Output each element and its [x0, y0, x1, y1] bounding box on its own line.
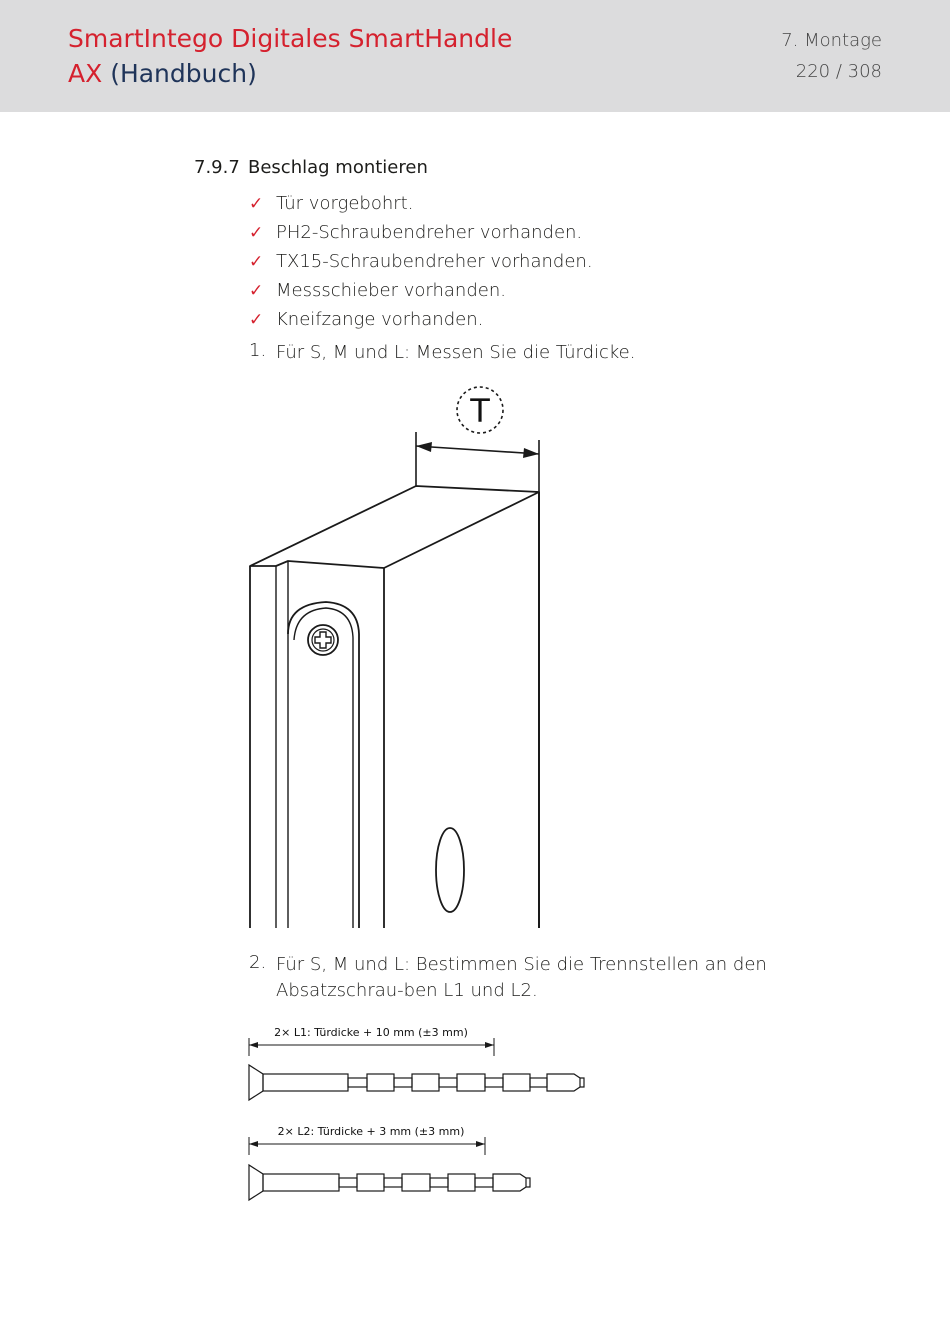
document-type: (Handbuch)	[110, 59, 257, 88]
document-title: SmartIntego Digitales SmartHandle	[68, 24, 513, 53]
list-item: ✓ TX15-Schraubendreher vorhanden.	[249, 251, 593, 272]
screw-l1-label: 2× L1: Türdicke + 10 mm (±3 mm)	[274, 1026, 468, 1039]
page-header	[0, 0, 950, 112]
page-number: 220 / 308	[795, 61, 882, 82]
door-hole	[436, 828, 464, 912]
step-2	[249, 952, 869, 1004]
step-number: 1.	[249, 340, 267, 361]
list-item: ✓ Messschieber vorhanden.	[249, 280, 506, 301]
check-icon: ✓	[249, 309, 264, 330]
check-icon: ✓	[249, 222, 264, 243]
check-icon: ✓	[249, 251, 264, 272]
document-subtitle	[68, 59, 257, 88]
dimension-line	[416, 446, 539, 454]
section-heading	[194, 157, 428, 178]
screws-figure	[240, 1018, 600, 1218]
list-item: ✓ PH2-Schraubendreher vorhanden.	[249, 222, 583, 243]
check-icon: ✓	[249, 193, 264, 214]
screw-l1	[249, 1065, 584, 1100]
screw-l2-label: 2× L2: Türdicke + 3 mm (±3 mm)	[277, 1125, 465, 1138]
screw-l2	[249, 1165, 530, 1200]
step-text: Für S, M und L: Messen Sie die Türdicke.	[276, 342, 636, 363]
section-number: 7.9.7	[194, 157, 240, 178]
chapter-label: 7. Montage	[781, 30, 882, 51]
door-thickness-figure	[240, 380, 560, 940]
product-variant: AX	[68, 59, 103, 88]
dimension-label: T	[470, 392, 490, 430]
section-title: Beschlag montieren	[248, 157, 428, 178]
prerequisite-list	[249, 189, 593, 334]
step-text: Für S, M und L: Bestimmen Sie die Trennstellen an den Absatzschrau-ben L1 und L2.	[276, 954, 767, 1001]
list-item: ✓ Kneifzange vorhanden.	[249, 309, 484, 330]
step-number: 2.	[249, 952, 267, 973]
step-1	[249, 340, 869, 366]
list-item: ✓ Tür vorgebohrt.	[249, 193, 414, 214]
check-icon: ✓	[249, 280, 264, 301]
door-top-face	[250, 486, 539, 568]
